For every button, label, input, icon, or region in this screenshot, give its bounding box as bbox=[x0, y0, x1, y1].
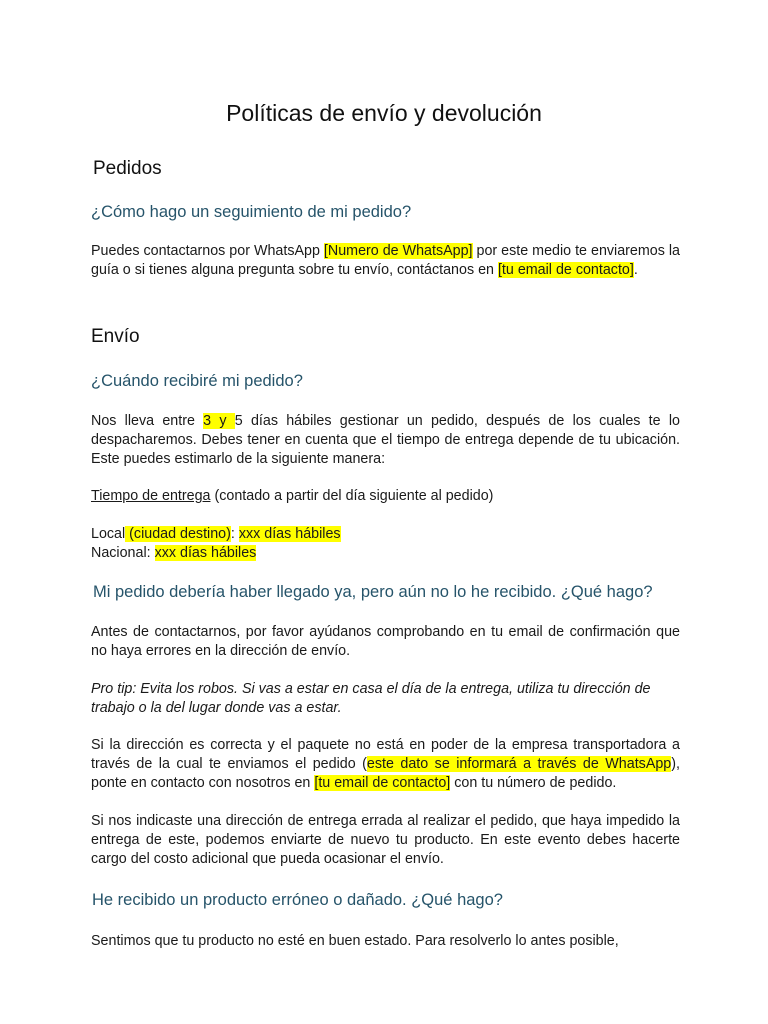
section-heading-envio: Envío bbox=[91, 326, 140, 347]
highlight-whatsapp-number: [Numero de WhatsApp] bbox=[323, 243, 473, 259]
paragraph-check-address: Antes de contactarnos, por favor ayúdanos comprobando en tu email de confirmación que no haya errores en la dirección de envío. bbox=[91, 624, 680, 659]
local-label: Local bbox=[91, 526, 126, 542]
text: por este medio te enviaremos la guía o si tienes alguna pregunta sobre tu envío, contáctanos en bbox=[91, 243, 680, 278]
national-line bbox=[91, 544, 680, 563]
paragraph-delivery-time bbox=[91, 412, 680, 469]
paragraph-tracking bbox=[91, 242, 680, 280]
delivery-time-line bbox=[91, 487, 680, 506]
text: : bbox=[230, 526, 239, 542]
text: Nos lleva entre bbox=[91, 413, 204, 429]
text: con tu número de pedido. bbox=[450, 775, 617, 791]
paragraph-damaged-product: Sentimos que tu producto no esté en buen estado. Para resolverlo lo antes posible, bbox=[91, 933, 619, 949]
text: Puedes contactarnos por WhatsApp bbox=[91, 243, 324, 259]
document-title: Políticas de envío y devolución bbox=[226, 100, 542, 126]
question-not-received: Mi pedido debería haber llegado ya, pero aún no lo he recibido. ¿Qué hago? bbox=[93, 583, 653, 601]
national-label: Nacional: bbox=[91, 545, 155, 561]
question-damaged-product: He recibido un producto erróneo o dañado. ¿Qué hago? bbox=[92, 891, 503, 909]
delivery-times-list bbox=[91, 525, 680, 563]
text: ), ponte en contacto con nosotros en bbox=[91, 756, 680, 791]
section-heading-pedidos: Pedidos bbox=[93, 158, 162, 179]
question-tracking: ¿Cómo hago un seguimiento de mi pedido? bbox=[91, 203, 412, 221]
highlight-national-days: xxx días hábiles bbox=[154, 545, 257, 561]
highlight-contact-email: [tu email de contacto] bbox=[497, 262, 634, 278]
text: (contado a partir del día siguiente al pedido) bbox=[210, 488, 494, 504]
question-delivery-time: ¿Cuándo recibiré mi pedido? bbox=[91, 372, 303, 390]
delivery-time-label: Tiempo de entrega bbox=[91, 488, 211, 504]
highlight-days: 3 y bbox=[203, 413, 235, 429]
paragraph-wrong-address: Si nos indicaste una dirección de entrega errada al realizar el pedido, que haya impedido la entrega de este, podemos enviarte de nuevo tu producto. En este evento debes hacerte cargo del costo adicional que pueda ocasionar el envío. bbox=[91, 813, 680, 867]
text: 5 días hábiles gestionar un pedido, después de los cuales te lo despacharemos. Debes tener en cuenta que el tiempo de entrega depende de tu ubicación. Este puedes estimarlo de la siguiente manera: bbox=[91, 413, 680, 467]
paragraph-pro-tip: Pro tip: Evita los robos. Si vas a estar en casa el día de la entrega, utiliza tu dirección de trabajo o la del lugar donde vas a estar. bbox=[91, 681, 651, 716]
text: . bbox=[633, 262, 638, 278]
highlight-contact-email-2: [tu email de contacto] bbox=[314, 775, 451, 791]
highlight-destination-city: (ciudad destino) bbox=[125, 526, 231, 542]
highlight-whatsapp-info: este dato se informará a través de WhatsApp bbox=[366, 756, 672, 772]
local-line bbox=[91, 525, 680, 544]
paragraph-contact-carrier bbox=[91, 736, 680, 793]
text: Si la dirección es correcta y el paquete no está en poder de la empresa transportadora a través de la cual te enviamos el pedido ( bbox=[91, 737, 680, 772]
highlight-local-days: xxx días hábiles bbox=[238, 526, 341, 542]
